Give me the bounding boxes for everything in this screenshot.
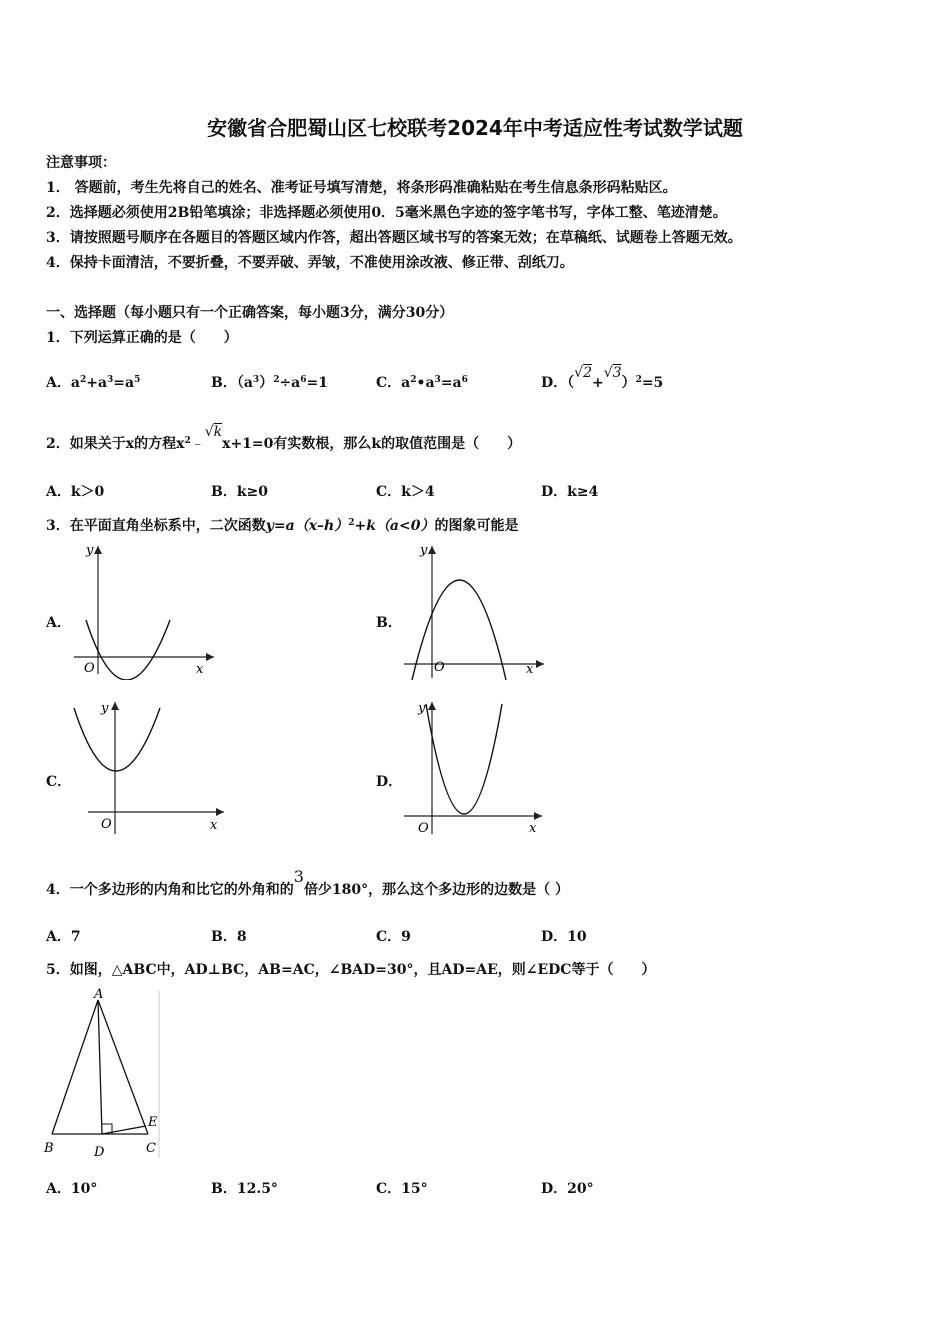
q4-option-c: C．9 (376, 929, 411, 945)
q1-option-b: B．$(a^3)^2\div a^6=1$ (211, 375, 329, 391)
q5-option-d: D．20° (541, 1181, 594, 1197)
svg-text:C: C (146, 1141, 156, 1156)
svg-text:O: O (101, 817, 112, 832)
q3-label-a: A． (46, 615, 71, 631)
svg-text:x: x (196, 662, 204, 677)
q1-option-d: D．$(√2+√3)^2=5$ (541, 365, 664, 391)
svg-text:E: E (148, 1115, 158, 1130)
q1-option-a: A．$a^2+a^3=a^5$ (46, 375, 141, 391)
q5-option-c: C．15° (376, 1181, 428, 1197)
svg-text:O: O (418, 821, 429, 836)
svg-text:A: A (94, 987, 104, 1002)
svg-text:x: x (526, 662, 534, 677)
svg-text:O: O (84, 661, 95, 676)
q5-stem: 5．如图，△ABC中，AD⊥BC，AB=AC，∠BAD=30°，且AD=AE，则∠EDC等于（ ） (46, 962, 656, 978)
notice-item: 4．保持卡面清洁，不要折叠，不要弄破、弄皱，不准使用涂改液、修正带、刮纸刀。 (46, 255, 574, 271)
svg-text:y: y (101, 701, 109, 716)
q4-stem: 4．一个多边形的内角和比它的外角和的3倍少180°，那么这个多边形的边数是（ ） (46, 867, 570, 898)
q5-option-b: B．12.5° (211, 1181, 278, 1197)
svg-text:O: O (434, 660, 445, 675)
svg-text:D: D (94, 1145, 105, 1160)
q2-stem: 2．如果关于x的方程$x^2﹣√kx+1=0$有实数根，那么k的取值范围是（ ） (46, 424, 522, 452)
q3-graph-b (398, 540, 548, 680)
q2-option-d: D．k≥4 (541, 484, 599, 500)
svg-text:y: y (420, 543, 428, 558)
q4-option-b: B．8 (211, 929, 247, 945)
q1-stem: 1．下列运算正确的是（ ） (46, 330, 238, 346)
svg-text:x: x (529, 821, 537, 836)
q2-option-b: B．k≥0 (211, 484, 269, 500)
page-title: 安徽省合肥蜀山区七校联考2024年中考适应性考试数学试题 (207, 116, 743, 140)
svg-text:y: y (86, 543, 94, 558)
notice-heading: 注意事项： (46, 155, 116, 171)
notice-item: 2．选择题必须使用2B铅笔填涂；非选择题必须使用0．5毫米黑色字迹的签字笔书写，字体工整、笔迹清楚。 (46, 205, 727, 221)
q5-option-a: A．10° (46, 1181, 98, 1197)
svg-text:x: x (210, 818, 218, 833)
q3-label-d: D． (376, 774, 403, 790)
q2-option-a: A．k＞0 (46, 484, 105, 500)
q1-option-c: C．$a^2•a^3=a^6$ (376, 375, 468, 391)
q3-graph-d (398, 698, 548, 838)
section-heading: 一、选择题（每小题只有一个正确答案，每小题3分，满分30分） (46, 305, 454, 321)
q3-stem: 3．在平面直角坐标系中，二次函数$y=a(x-h)^2+k(a<0)$的图象可能是 (46, 518, 519, 534)
notice-item: 3．请按照题号顺序在各题目的答题区域内作答，超出答题区域书写的答案无效；在草稿纸、试题卷上答题无效。 (46, 230, 742, 246)
q3-graph-a (68, 540, 218, 680)
q3-label-c: C． (46, 774, 72, 790)
q3-label-b: B． (376, 615, 402, 631)
q3-graph-c (68, 698, 228, 838)
notice-item: 1． 答题前，考生先将自己的姓名、准考证号填写清楚，将条形码准确粘贴在考生信息条形码粘贴区。 (46, 180, 677, 196)
q5-triangle-figure (42, 986, 172, 1164)
svg-text:B: B (44, 1141, 54, 1156)
svg-text:y: y (418, 701, 426, 716)
q4-option-a: A．7 (46, 929, 81, 945)
q2-option-c: C．k＞4 (376, 484, 435, 500)
q4-option-d: D．10 (541, 929, 587, 945)
